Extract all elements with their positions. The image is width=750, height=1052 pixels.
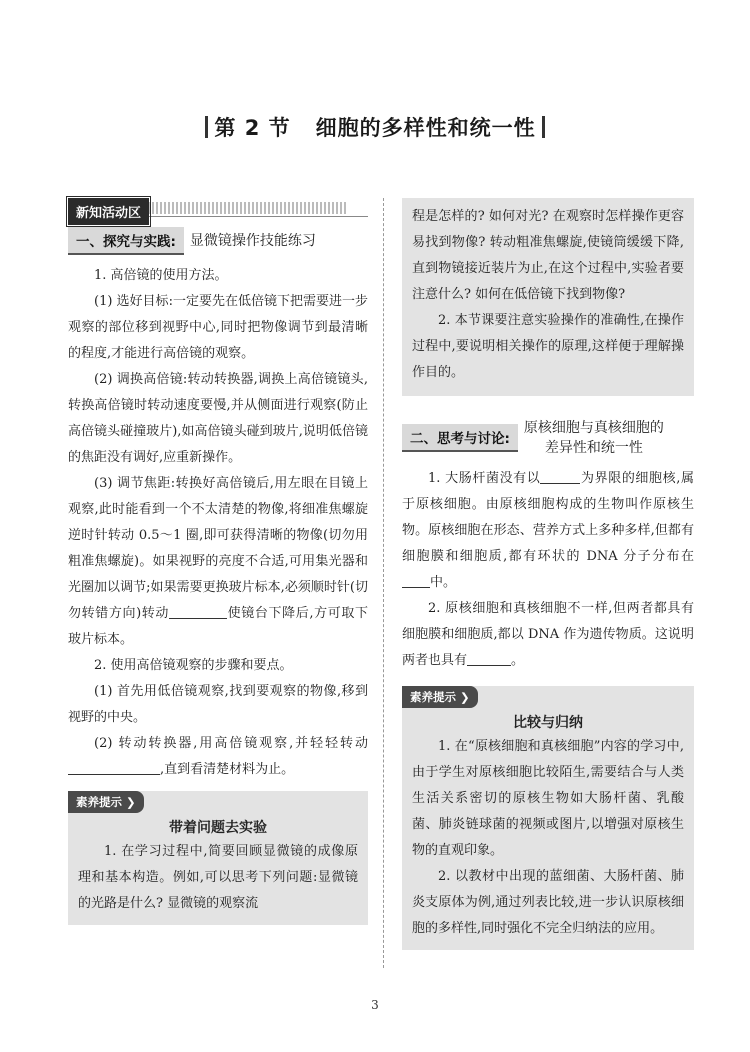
fill-blank[interactable]: [402, 575, 430, 588]
hint-text: 2. 以教材中出现的蓝细菌、大肠杆菌、肺炎支原体为例,通过列表比较,进一步认识原核细胞的多样性,同时强化不完全归纳法的应用。: [412, 869, 684, 936]
zone-pattern: [148, 202, 348, 214]
text: 为界限的细胞核,属于原核细胞。由原核细胞构成的生物叫作原核生物。原核细胞在形态、营养方式上多种多样,但都有细胞膜和细胞质,都有环状的 DNA 分子分布在: [402, 471, 694, 564]
paragraph: [402, 466, 694, 596]
text: 1. 大肠杆菌没有以: [428, 471, 541, 486]
hint-text: 程是怎样的? 如何对光? 在观察时怎样操作更容易找到物像? 转动粗准焦螺旋,使镜筒缓缓下降,直到物镜接近装片为止,在这个过程中,实验者要注意什么? 如何在低倍镜下找到物像?: [412, 209, 684, 302]
paragraph: [68, 471, 368, 653]
section-number: 第 2 节: [214, 116, 291, 140]
fill-blank[interactable]: [68, 762, 160, 775]
zone-header: [68, 198, 368, 221]
section2-tag: 二、思考与讨论:: [402, 424, 518, 452]
hint-box: [68, 791, 368, 925]
chevron-right-icon: ❯: [460, 690, 470, 704]
hint-tag: [68, 791, 144, 813]
fill-blank[interactable]: [467, 653, 511, 666]
text: ,直到看清楚材料为止。: [160, 762, 295, 777]
title-bar-left: [205, 116, 208, 138]
hint-tag-label: 素养提示: [410, 690, 456, 704]
text: 中。: [430, 575, 457, 590]
column-divider: [383, 198, 384, 968]
text: 使镜台下降后,方可取下玻片标本。: [68, 606, 369, 647]
paragraph: [68, 731, 368, 783]
hint-box: [402, 686, 694, 950]
text: 。: [511, 653, 525, 668]
hint-box-continued: [402, 198, 694, 396]
text: (3) 调节焦距:转换好高倍镜后,用左眼在目镜上观察,此时能看到一个不太清楚的物像,将细准焦螺旋逆时针转动 0.5～1 圈,即可获得清晰的物像(切勿用粗准焦螺旋)。如果视野的亮度不合适,可用集光器和光圈加以调节;如果需要更换玻片标本,必须顺时针(切勿转错方向)转动: [68, 476, 368, 621]
hint-title: 比较与归纳: [513, 715, 583, 731]
section2-title-line2: 差异性和统一性: [544, 440, 643, 456]
section2-title-line1: 原核细胞与真核细胞的: [523, 420, 664, 436]
left-column: [68, 198, 368, 925]
title-bar-right: [542, 116, 545, 138]
paragraph: 2. 使用高倍镜观察的步骤和要点。: [94, 658, 293, 673]
paragraph: [402, 596, 694, 674]
section2-title: [524, 418, 664, 458]
hint-tag: [402, 686, 478, 708]
section1-header: [68, 227, 368, 255]
hint-text: 1. 在学习过程中,简要回顾显微镜的成像原理和基本构造。例如,可以思考下列问题:显微镜的光路是什么? 显微镜的观察流: [78, 844, 358, 911]
hint-text: 2. 本节课要注意实验操作的准确性,在操作过程中,要说明相关操作的原理,这样便于理解操作目的。: [412, 313, 684, 380]
section-name: 细胞的多样性和统一性: [315, 116, 536, 140]
page-number: 3: [371, 998, 379, 1012]
section1-tag: 一、探究与实践:: [68, 227, 184, 255]
paragraph: (1) 首先用低倍镜观察,找到要观察的物像,移到视野的中央。: [68, 684, 368, 725]
paragraph: (1) 选好目标:一定要先在低倍镜下把需要进一步观察的部位移到视野中心,同时把物像调节到最清晰的程度,才能进行高倍镜的观察。: [68, 294, 368, 361]
hint-title: 带着问题去实验: [169, 820, 267, 836]
text: (2) 转动转换器,用高倍镜观察,并轻轻转动: [94, 736, 368, 751]
section2-header: [402, 418, 694, 458]
zone-label: 新知活动区: [68, 198, 149, 225]
fill-blank[interactable]: [169, 606, 227, 619]
hint-tag-label: 素养提示: [76, 795, 122, 809]
hint-text: 1. 在“原核细胞和真核细胞”内容的学习中,由于学生对原核细胞比较陌生,需要结合与人类生活关系密切的原核生物如大肠杆菌、乳酸菌、肺炎链球菌的视频或图片,以增强对原核生物的直观印象。: [412, 739, 684, 858]
paragraph: 1. 高倍镜的使用方法。: [94, 268, 228, 283]
page-title: [0, 112, 750, 142]
right-column: [402, 198, 694, 950]
chevron-right-icon: ❯: [126, 795, 136, 809]
text: 2. 原核细胞和真核细胞不一样,但两者都具有细胞膜和细胞质,都以 DNA 作为遗传物质。这说明两者也具有: [402, 601, 694, 668]
fill-blank[interactable]: [540, 471, 580, 484]
section1-title: 显微镜操作技能练习: [189, 233, 316, 249]
paragraph: (2) 调换高倍镜:转动转换器,调换上高倍镜镜头,转换高倍镜时转动速度要慢,并从侧面进行观察(防止高倍镜头碰撞玻片),如高倍镜头碰到玻片,说明低倍镜的焦距没有调好,应重新操作。: [68, 372, 368, 465]
